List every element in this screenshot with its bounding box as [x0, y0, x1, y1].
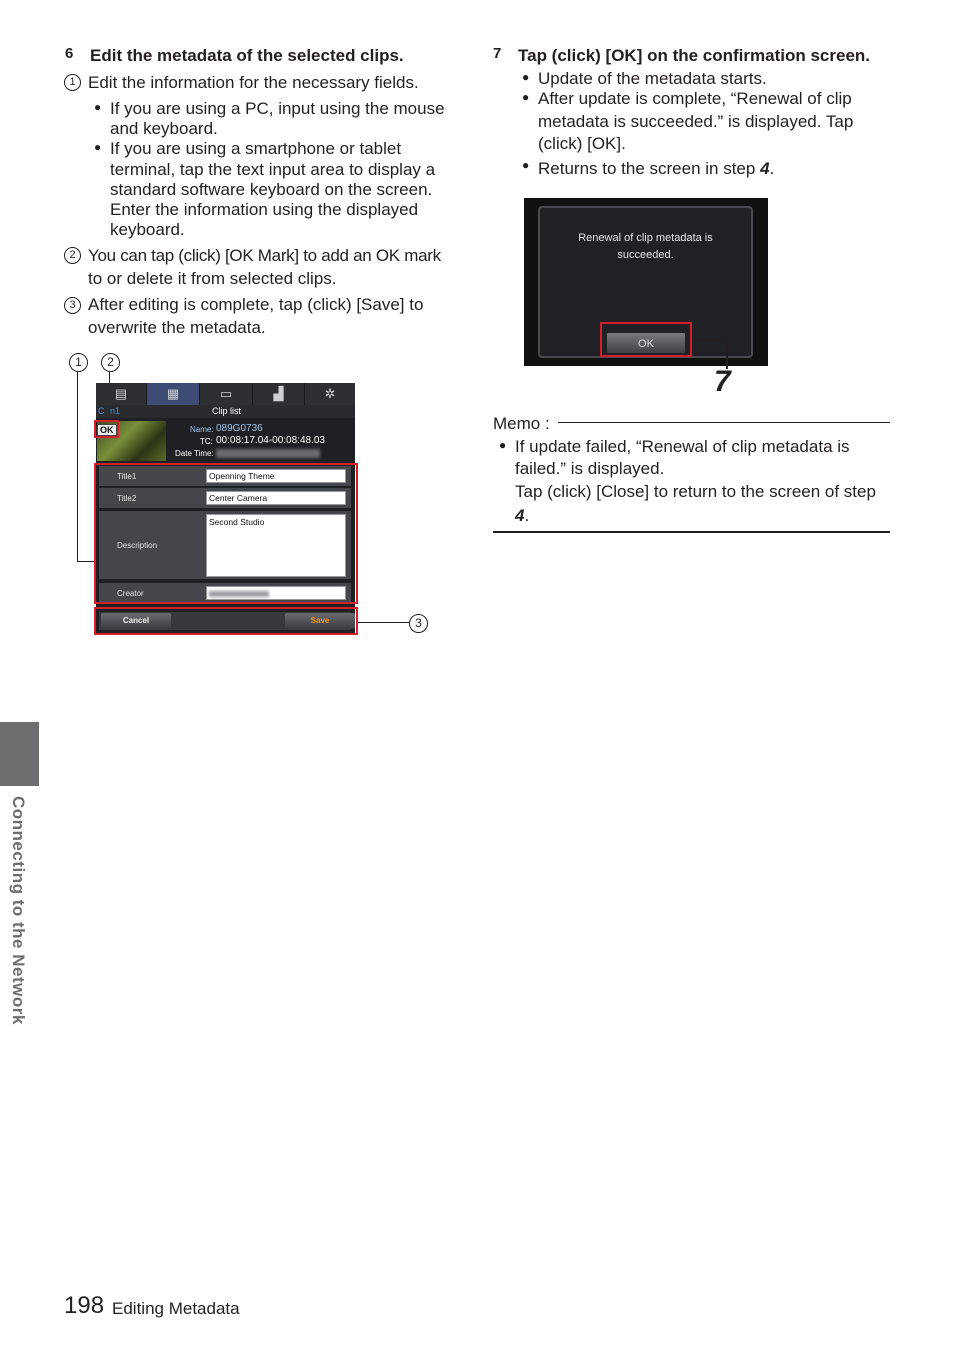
memo-line-4 — [515, 505, 529, 526]
memo-label: Memo : — [493, 414, 550, 433]
name-label: Name: — [190, 425, 214, 434]
callout-1: 1 — [69, 353, 88, 372]
bullet-2b: terminal, tap the text input area to display a — [110, 160, 436, 179]
fields-highlight — [94, 463, 358, 604]
view-icon[interactable]: ▭ — [200, 383, 253, 405]
bullet-icon: ● — [94, 140, 102, 154]
step-7-number: 7 — [493, 45, 502, 62]
bullet-icon: ● — [522, 90, 530, 104]
creator-label: Creator — [117, 589, 144, 598]
ok-mark-button[interactable]: OK — [97, 424, 117, 436]
period: . — [769, 159, 775, 178]
buttons-highlight — [94, 607, 358, 635]
bullet-2e: keyboard. — [110, 220, 185, 239]
tab-bar — [96, 383, 355, 405]
ok-highlight — [600, 322, 692, 357]
bullet-icon: ● — [499, 438, 507, 452]
section-tab — [0, 722, 39, 786]
callout-3: 3 — [409, 614, 428, 633]
name-value: 089G0736 — [216, 423, 263, 434]
bullet-2d: Enter the information using the displayed — [110, 200, 419, 219]
callout-7: 7 — [714, 365, 731, 398]
item-2-marker: 2 — [64, 247, 81, 264]
dialog-message — [540, 230, 751, 264]
step-7-bullet-2c: (click) [OK]. — [538, 134, 626, 153]
step-7-bullet-3 — [538, 158, 774, 179]
dialog-message-line1: Renewal of clip metadata is — [578, 232, 713, 244]
bullet-icon: ● — [522, 70, 530, 84]
save-button[interactable]: Save — [285, 613, 355, 629]
dialog-message-line2: succeeded. — [617, 249, 674, 261]
memo-line-1: If update failed, “Renewal of clip metadata is — [515, 437, 850, 456]
step-7-bullet-1: Update of the metadata starts. — [538, 69, 767, 88]
datetime-label: Date Time: — [175, 449, 214, 458]
tc-value: 00:08:17.04-00:08:48.03 — [216, 435, 325, 446]
title2-label: Title2 — [117, 494, 137, 503]
clip-edit-icon[interactable]: ▤ — [96, 383, 147, 405]
step-ref: 4 — [760, 159, 770, 178]
step-6-heading: Edit the metadata of the selected clips. — [90, 46, 404, 65]
title2-field[interactable]: Center Camera — [206, 491, 346, 505]
bullet-1a: If you are using a PC, input using the mouse — [110, 99, 445, 118]
memo-rule-top — [558, 422, 890, 423]
step-7-bullet-2a: After update is complete, “Renewal of clip — [538, 89, 852, 108]
memo-line-3: Tap (click) [Close] to return to the screen of step — [515, 482, 876, 501]
camera-icon[interactable]: ▟ — [253, 383, 305, 405]
tc-label: TC: — [200, 437, 213, 446]
item-3-marker: 3 — [64, 297, 81, 314]
clip-list-title[interactable]: Clip list — [212, 406, 242, 416]
description-field[interactable]: Second Studio — [206, 514, 346, 577]
item-3-text-b: overwrite the metadata. — [88, 318, 266, 337]
step-7-bullet-2b: metadata is succeeded.” is displayed. Tap — [538, 112, 854, 131]
clip-partial-label: C — [98, 406, 105, 416]
bullet-1b: and keyboard. — [110, 119, 218, 138]
step-6-number: 6 — [65, 45, 74, 62]
datetime-value-blurred — [216, 449, 320, 458]
bullet-2a: If you are using a smartphone or tablet — [110, 139, 402, 158]
callout-7-line — [692, 339, 727, 341]
section-label: Connecting to the Network — [9, 796, 28, 1025]
memo-rule-bottom — [493, 531, 890, 533]
callout-3-line — [357, 622, 409, 623]
item-1-text: Edit the information for the necessary fields. — [88, 73, 419, 92]
description-label: Description — [117, 541, 158, 550]
page-number: 198 — [64, 1292, 105, 1319]
ok-button[interactable]: OK — [606, 332, 686, 354]
bullet-2c: standard software keyboard on the screen. — [110, 180, 433, 199]
item-3-text-a: After editing is complete, tap (click) [Save] to — [88, 295, 424, 314]
callout-2: 2 — [101, 353, 120, 372]
bullet-icon: ● — [94, 100, 102, 114]
callout-1-line — [77, 372, 78, 561]
metadata-icon[interactable]: ▦ — [147, 383, 200, 405]
clip-partial-label: n1 — [110, 406, 121, 416]
clip-list-bar — [96, 405, 355, 418]
gear-icon[interactable]: ✲ — [324, 386, 336, 401]
item-1-marker: 1 — [64, 74, 81, 91]
period: . — [524, 506, 530, 525]
step-7-heading: Tap (click) [OK] on the confirmation screen. — [518, 46, 871, 65]
cancel-button[interactable]: Cancel — [101, 613, 171, 629]
item-2-text-b: to or delete it from selected clips. — [88, 269, 337, 288]
memo-line-2: failed.” is displayed. — [515, 459, 665, 478]
title1-label: Title1 — [117, 472, 137, 481]
title1-field[interactable]: Openning Theme — [206, 469, 346, 483]
page-title: Editing Metadata — [112, 1299, 240, 1318]
step-7-bullet-3-text: Returns to the screen in step — [538, 159, 761, 178]
bullet-icon: ● — [522, 158, 530, 172]
ok-mark-highlight — [94, 420, 119, 438]
item-2-text-a: You can tap (click) [OK Mark] to add an OK mark — [88, 246, 441, 265]
step-ref: 4 — [515, 506, 525, 525]
